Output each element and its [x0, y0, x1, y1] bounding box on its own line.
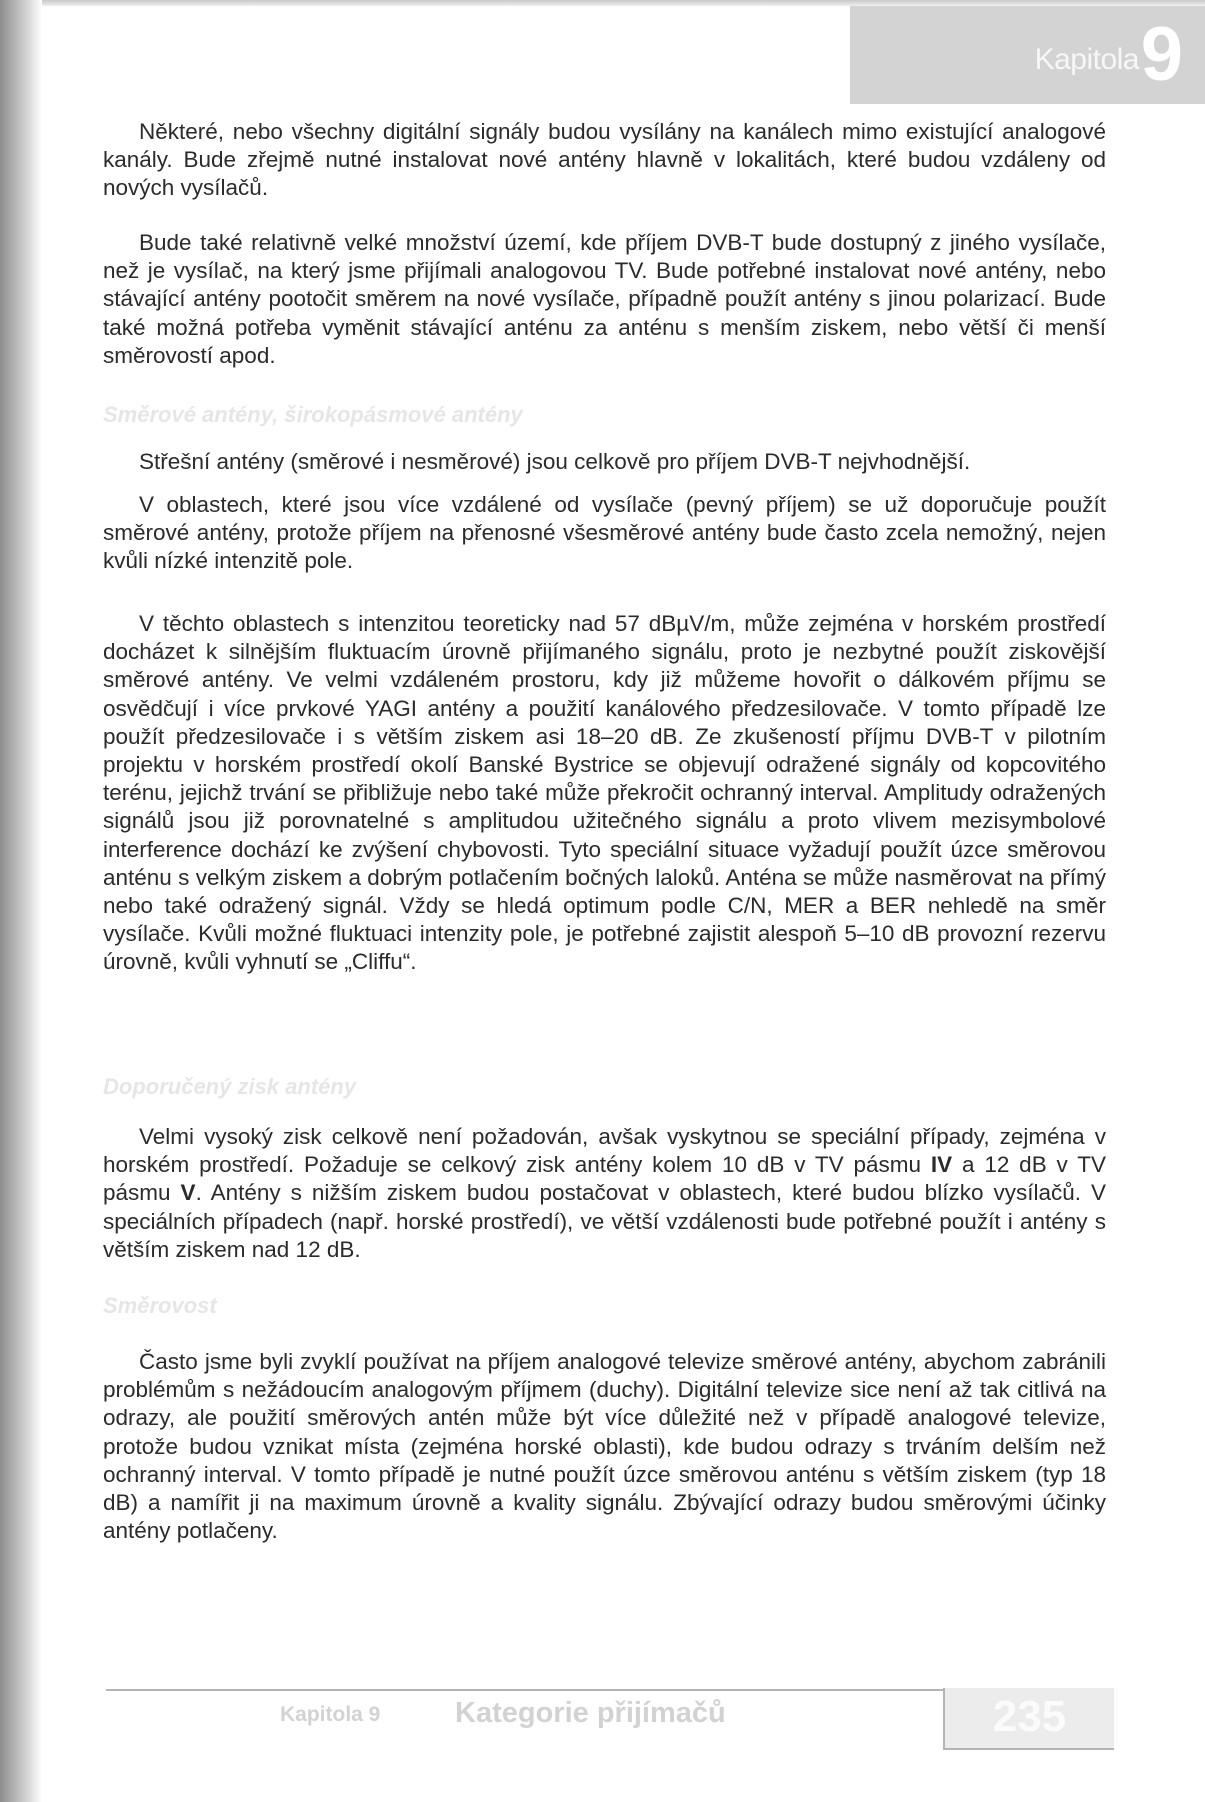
chapter-header-tab	[850, 6, 1205, 104]
text-run: . Antény s nižším ziskem budou postačovat v oblastech, které budou blízko vysílačů. V speciálních případech (např. horské prostředí), ve větší vzdálenosti bude potřebné použít i antény s větším ziskem nad 12 dB.	[103, 1180, 1106, 1262]
section-3-paragraph-1: Často jsme byli zvyklí používat na příjem analogové televize směrové antény, abychom zabránili problémům s nežádoucím analogovým příjmem (duchy). Digitální televize sice není až tak citlivá na odrazy, ale použití směrových antén může být více důležité než v případě analogové televize, protože budou vznikat místa (zejména horské oblasti), kde budou odrazy s trváním delším než ochranný interval. V tomto případě je nutné použít úzce směrovou anténu s větším ziskem (typ 18 dB) a namířit ji na maximum úrovně a kvality signálu. Zbývající odrazy budou směrovými účinky antény potlačeny.	[103, 1349, 1106, 1544]
section-2-paragraph-1	[103, 1123, 1106, 1264]
text-run: Velmi vysoký zisk celkově není požadován, avšak vyskytnou se speciální případy, zejména v horském prostředí. Požaduje se celkový zisk antény kolem 10 dB v TV pásmu	[103, 1124, 1106, 1178]
section-heading-recommended-gain: Doporučený zisk antény	[103, 1074, 357, 1099]
section-heading-directivity: Směrovost	[103, 1293, 217, 1318]
footer-chapter-title: Kategorie přijímačů	[455, 1697, 726, 1729]
chapter-header-number: 9	[1140, 12, 1183, 97]
section-1-paragraph-3: V těchto oblastech s intenzitou teoreticky nad 57 dBµV/m, může zejména v horském prostředí docházet k silnějším fluktuacím úrovně přijímaného signálu, proto je nezbytné použít ziskovější směrové antény. Ve velmi vzdáleném prostoru, kdy již můžeme hovořit o dálkovém příjmu se osvědčují i více prvkové YAGI antény a použití kanálového předzesilovače. V tomto případě lze použít předzesilovače i s větším ziskem asi 18–20 dB. Ze zkušeností příjmu DVB-T v pilotním projektu v horském prostředí okolí Banské Bystrice se objevují odražené signály od kopcovitého terénu, jejichž trvání se přibližuje nebo také může překročit ochranný interval. Amplitudy odražených signálů jsou již porovnatelné s amplitudou užitečného signálu a proto vlivem mezisymbolové interference dochází ke zvýšení chybovosti. Tyto speciální situace vyžadují použít úzce směrovou anténu s velkým ziskem a dobrým potlačením bočných laloků. Anténa se může nasměrovat na přímý nebo také odražený signál. Vždy se hledá optimum podle C/N, MER a BER nehledě na směr vysílače. Kvůli možné fluktuaci intenzity pole, je potřebné zajistit alespoň 5–10 dB provozní rezervu úrovně, kvůli vyhnutí se „Cliffu“.	[103, 611, 1106, 975]
chapter-header-label: Kapitola	[1034, 43, 1139, 76]
book-spine-shadow	[0, 0, 42, 1802]
band-v-label: V	[180, 1180, 196, 1206]
footer-divider	[106, 1689, 944, 1691]
intro-paragraph-2: Bude také relativně velké množství území, kde příjem DVB-T bude dostupný z jiného vysílače, než je vysílač, na který jsme přijímali analogovou TV. Bude potřebné instalovat nové antény, nebo stávající antény pootočit směrem na nové vysílače, případně použít antény s jinou polarizací. Bude také možná potřeba vyměnit stávající anténu za anténu s menším ziskem, nebo větší či menší směrovostí apod.	[103, 230, 1106, 368]
page-number: 235	[992, 1692, 1067, 1741]
section-heading-directional-antennas: Směrové antény, širokopásmové antény	[103, 402, 523, 427]
text-run: a 12 dB v TV pásmu	[103, 1152, 1106, 1206]
band-iv-label: IV	[930, 1152, 953, 1178]
section-1-paragraph-2: V oblastech, které jsou více vzdálené od vysílače (pevný příjem) se už doporučuje použít směrové antény, protože příjem na přenosné všesměrové antény bude často zcela nemožný, nejen kvůli nízké intenzitě pole.	[103, 492, 1106, 574]
footer-chapter-label: Kapitola 9	[280, 1703, 381, 1726]
intro-paragraph-1: Některé, nebo všechny digitální signály budou vysílány na kanálech mimo existující analogové kanály. Bude zřejmě nutné instalovat nové antény hlavně v lokalitách, které budou vzdáleny od nových vysílačů.	[103, 119, 1106, 201]
section-1-paragraph-1: Střešní antény (směrové i nesměrové) jsou celkově pro příjem DVB-T nejvhodnější.	[139, 449, 971, 474]
page-number-box	[943, 1688, 1114, 1750]
